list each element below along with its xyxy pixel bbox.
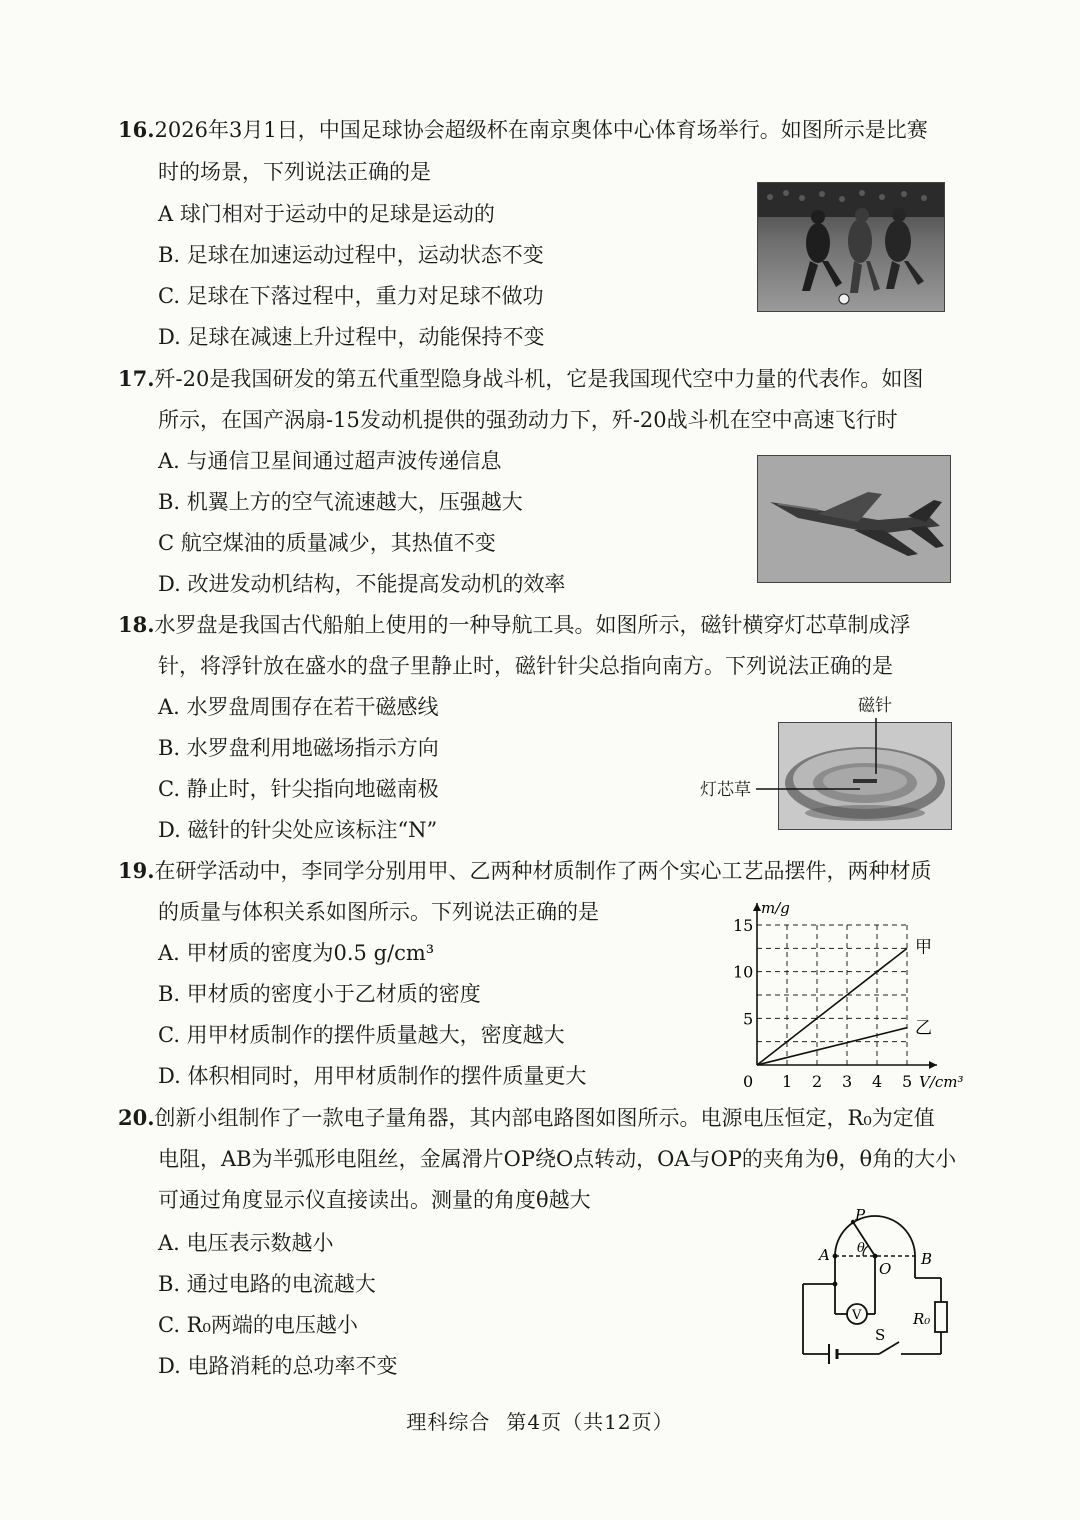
needle-label: 磁针 xyxy=(858,696,892,716)
q17-number: 17. xyxy=(118,366,155,391)
q20-option-d[interactable]: D. 电路消耗的总功率不变 xyxy=(158,1354,398,1378)
x-tick-label-5: 5 xyxy=(902,1072,913,1091)
q17-option-c[interactable]: C 航空煤油的质量减少，其热值不变 xyxy=(158,531,496,555)
q18-stem-line2: 针，将浮针放在盛水的盘子里静止时，磁针针尖总指向南方。下列说法正确的是 xyxy=(158,654,893,678)
compass-leader-lines xyxy=(700,692,952,834)
series-line-yi xyxy=(757,1028,907,1065)
football-scene-image xyxy=(758,183,944,311)
q17-stem-line1: 17.歼-20是我国研发的第五代重型隐身战斗机，它是我国现代空中力量的代表作。如图 xyxy=(118,366,924,391)
y-tick-label-5: 5 xyxy=(743,1009,754,1029)
q20-stem-line2: 电阻，AB为半弧形电阻丝，金属滑片OP绕O点转动，OA与OP的夹角为θ，θ角的大小 xyxy=(158,1147,957,1171)
q16-stem-line2: 时的场景，下列说法正确的是 xyxy=(158,160,431,184)
q19-stem-line1: 19.在研学活动中，李同学分别用甲、乙两种材质制作了两个实心工艺品摆件，两种材质 xyxy=(118,858,932,883)
series-label-yi: 乙 xyxy=(915,1018,932,1039)
series-line-jia xyxy=(757,948,907,1065)
q19-stem-line2: 的质量与体积关系如图所示。下列说法正确的是 xyxy=(158,900,599,924)
q18-option-c[interactable]: C. 静止时，针尖指向地磁南极 xyxy=(158,777,439,801)
label-o: O xyxy=(879,1260,892,1278)
q16-stem-line1: 16.2026年3月1日，中国足球协会超级杯在南京奥体中心体育场举行。如图所示是比赛 xyxy=(118,117,928,142)
q18-stem-line1: 18.水罗盘是我国古代船舶上使用的一种导航工具。如图所示，磁针横穿灯芯草制成浮 xyxy=(118,612,911,637)
q16-option-c[interactable]: C. 足球在下落过程中，重力对足球不做功 xyxy=(158,284,544,308)
q19-option-d[interactable]: D. 体积相同时，用甲材质制作的摆件质量更大 xyxy=(158,1064,587,1088)
label-theta: θ xyxy=(857,1241,865,1256)
q20-option-c[interactable]: C. R₀两端的电压越小 xyxy=(158,1313,358,1337)
series-label-jia: 甲 xyxy=(915,937,932,958)
footer-subject: 理科综合 xyxy=(406,1410,491,1434)
y-tick-label-15: 15 xyxy=(733,916,754,935)
label-v: V xyxy=(852,1308,862,1323)
water-compass-figure xyxy=(700,692,952,834)
q17-stem-line2: 所示，在国产涡扇-15发动机提供的强劲动力下，歼-20战斗机在空中高速飞行时 xyxy=(158,408,898,432)
label-s: S xyxy=(875,1326,886,1344)
q18-option-a[interactable]: A. 水罗盘周围存在若干磁感线 xyxy=(158,695,439,719)
protractor-circuit-diagram xyxy=(795,1208,960,1368)
q16-option-d[interactable]: D. 足球在减速上升过程中，动能保持不变 xyxy=(158,325,545,349)
q18-option-d[interactable]: D. 磁针的针尖处应该标注“N” xyxy=(158,818,438,842)
q19-number: 19. xyxy=(118,858,155,883)
fighter-jet-photo xyxy=(757,455,951,583)
page-footer xyxy=(0,1406,1080,1435)
x-axis-arrow xyxy=(929,1061,937,1069)
q17-option-a[interactable]: A. 与通信卫星间通过超声波传递信息 xyxy=(158,449,502,473)
label-p: P xyxy=(855,1206,866,1224)
label-r0: R₀ xyxy=(913,1310,931,1328)
x-tick-label-3: 3 xyxy=(842,1072,853,1091)
x-tick-label-4: 4 xyxy=(872,1072,883,1091)
y-axis-label: m/g xyxy=(761,899,790,917)
football-photo xyxy=(757,182,945,312)
y-axis-arrow xyxy=(753,903,761,911)
x-tick-label-2: 2 xyxy=(812,1072,823,1091)
q20-stem-line3: 可通过角度显示仪直接读出。测量的角度θ越大 xyxy=(158,1188,591,1212)
x-axis-label: V/cm³ xyxy=(919,1073,964,1091)
footer-page: 第4页（共12页） xyxy=(506,1410,674,1434)
q19-option-c[interactable]: C. 用甲材质制作的摆件质量越大，密度越大 xyxy=(158,1023,565,1047)
x-tick-label-1: 1 xyxy=(782,1072,793,1091)
q16-option-a[interactable]: A 球门相对于运动中的足球是运动的 xyxy=(158,202,495,226)
label-b: B xyxy=(921,1250,933,1268)
q20-option-a[interactable]: A. 电压表示数越小 xyxy=(158,1231,334,1255)
resistor-r0 xyxy=(935,1302,947,1332)
q17-option-d[interactable]: D. 改进发动机结构，不能提高发动机的效率 xyxy=(158,572,566,596)
q20-option-b[interactable]: B. 通过电路的电流越大 xyxy=(158,1272,376,1296)
q20-number: 20. xyxy=(118,1105,155,1130)
x-tick-label-0: 0 xyxy=(743,1072,754,1091)
arc-resistor-ab xyxy=(835,1216,915,1256)
q16-option-b[interactable]: B. 足球在加速运动过程中，运动状态不变 xyxy=(158,243,544,267)
q20-stem-line1: 20.创新小组制作了一款电子量角器，其内部电路图如图所示。电源电压恒定，R₀为定值 xyxy=(118,1105,935,1130)
q18-number: 18. xyxy=(118,612,155,637)
q17-option-b[interactable]: B. 机翼上方的空气流速越大，压强越大 xyxy=(158,490,523,514)
q16-number: 16. xyxy=(118,117,155,142)
y-tick-label-10: 10 xyxy=(733,962,754,982)
label-a: A xyxy=(819,1246,830,1264)
q19-option-b[interactable]: B. 甲材质的密度小于乙材质的密度 xyxy=(158,982,481,1006)
rush-label: 灯芯草 xyxy=(700,780,751,800)
mass-volume-chart xyxy=(725,899,964,1091)
q18-option-b[interactable]: B. 水罗盘利用地磁场指示方向 xyxy=(158,736,439,760)
q19-option-a[interactable]: A. 甲材质的密度为0.5 g/cm³ xyxy=(158,941,435,965)
fighter-jet-image xyxy=(758,456,950,582)
